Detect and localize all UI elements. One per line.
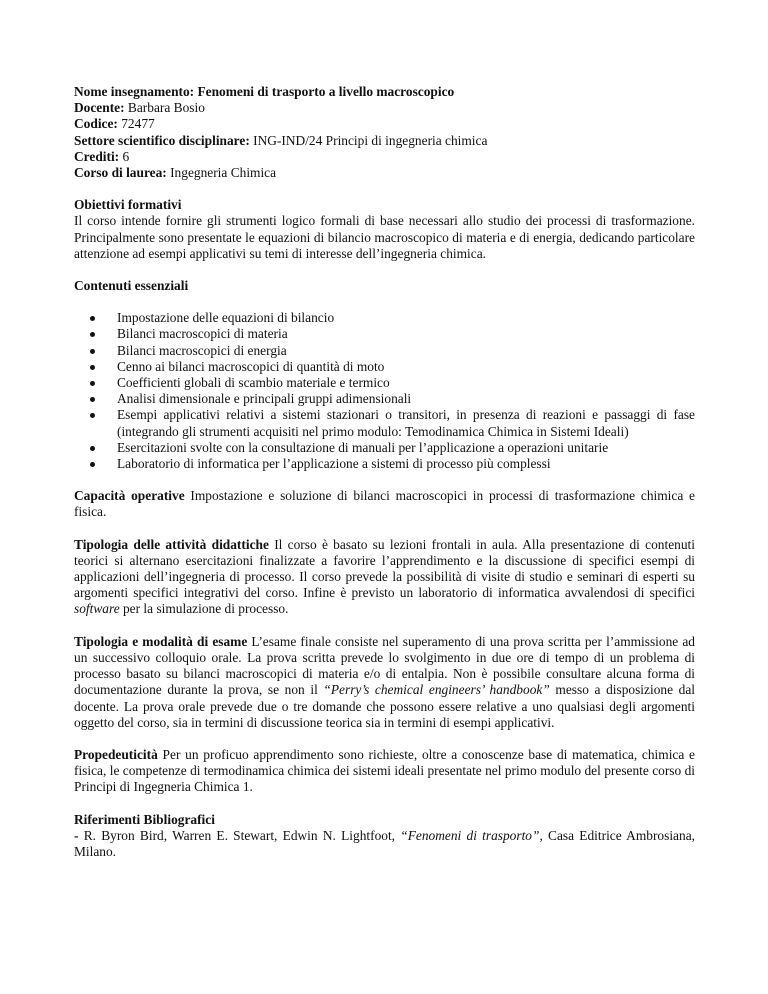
obiettivi-heading: Obiettivi formativi (74, 197, 182, 213)
bullet-icon (90, 413, 95, 418)
list-item: Esempi applicativi relativi a sistemi stazionari o transitori, in presenza di reazioni e passaggi di fase (integrando gli strumenti acquisiti nel primo modulo: Temodinamica Chimica in Sistemi Ideali) (74, 407, 695, 439)
bullet-icon (90, 446, 95, 451)
propedeuticita-section: Propedeuticità Per un proficuo apprendimento sono richieste, oltre a conoscenze base di matematica, chimica e fisica, le competenze di termodinamica chimica dei sistemi ideali presentate nel primo modulo del presente corso di Principi di Ingegneria Chimica 1. (74, 746, 695, 795)
capacita-section: Capacità operative Impostazione e soluzione di bilanci macroscopici in processi di trasformazione chimica e fisica. (74, 488, 696, 520)
course-sheet (74, 84, 695, 860)
crediti-row: Crediti: 6 (74, 148, 130, 164)
bullet-icon (90, 462, 95, 467)
list-item: Cenno ai bilanci macroscopici di quantità di moto (74, 359, 695, 375)
bullet-icon (90, 365, 95, 370)
list-item: Bilanci macroscopici di materia (74, 326, 695, 342)
bullet-icon (90, 349, 95, 354)
list-item: Coefficienti globali di scambio materiale e termico (74, 375, 695, 391)
list-item: Laboratorio di informatica per l’applicazione a sistemi di processo più complessi (74, 456, 695, 472)
list-item: Esercitazioni svolte con la consultazione di manuali per l’applicazione a operazioni unitarie (74, 440, 695, 456)
riferimenti-heading: Riferimenti Bibliografici (74, 811, 215, 827)
docente-row: Docente: Barbara Bosio (74, 100, 205, 116)
bullet-icon (90, 332, 95, 337)
contenuti-list (74, 310, 695, 472)
riferimento-entry: - R. Byron Bird, Warren E. Stewart, Edwin N. Lightfoot, “Fenomeni di trasporto”, Casa Editrice Ambrosiana, Milano. (74, 827, 695, 859)
obiettivi-text: Il corso intende fornire gli strumenti logico formali di base necessari allo studio dei processi di trasformazione. Principalmente sono presentate le equazioni di bilancio macroscopico di materia e di energia, dedicando particolare attenzione ad esempi applicativi su temi di interesse dell’ingegneria chimica. (74, 213, 695, 261)
settore-row: Settore scientifico disciplinare: ING-IND/24 Principi di ingegneria chimica (74, 132, 488, 148)
bullet-icon (90, 381, 95, 386)
bullet-icon (90, 397, 95, 402)
list-item: Analisi dimensionale e principali gruppi adimensionali (74, 391, 695, 407)
bullet-icon (90, 316, 95, 321)
esame-section: Tipologia e modalità di esame L’esame finale consiste nel superamento di una prova scritta per l’ammissione ad un successivo colloquio orale. La prova scritta prevede lo svolgimento in due ore di tempo di un problema di processo basato su bilanci macroscopici di materia e/o di entalpia. Non è possibile consultare alcuna forma di documentazione durante la prova, se non il “Perry’s chemical engineers’ handbook” messo a disposizione dal docente. La prova orale prevede due o tre domande che possono essere relative a uno qualsiasi degli argomenti oggetto del corso, sia in termini di discussione teorica sia in termini di esempi applicativi. (74, 633, 696, 730)
list-item: Impostazione delle equazioni di bilancio (74, 310, 695, 326)
list-item: Bilanci macroscopici di energia (74, 343, 695, 359)
attivita-section: Tipologia delle attività didattiche Il corso è basato su lezioni frontali in aula. Alla presentazione di contenuti teorici si alternano esercitazioni finalizzate a favorire l’apprendimento e la discussione di specifici esempi di applicazioni dell’ingegneria di processo. Il corso prevede la possibilità di visite di studio e seminari di esperti su argomenti specifici integrativi del corso. Infine è previsto un laboratorio di informatica avvalendosi di specifici software per la simulazione di processo. (74, 536, 695, 617)
corso-row: Corso di laurea: Ingegneria Chimica (74, 165, 277, 181)
contenuti-heading: Contenuti essenziali (74, 278, 189, 294)
codice-row: Codice: 72477 (74, 116, 155, 132)
course-title: Nome insegnamento: Fenomeni di trasporto a livello macroscopico (74, 84, 455, 99)
